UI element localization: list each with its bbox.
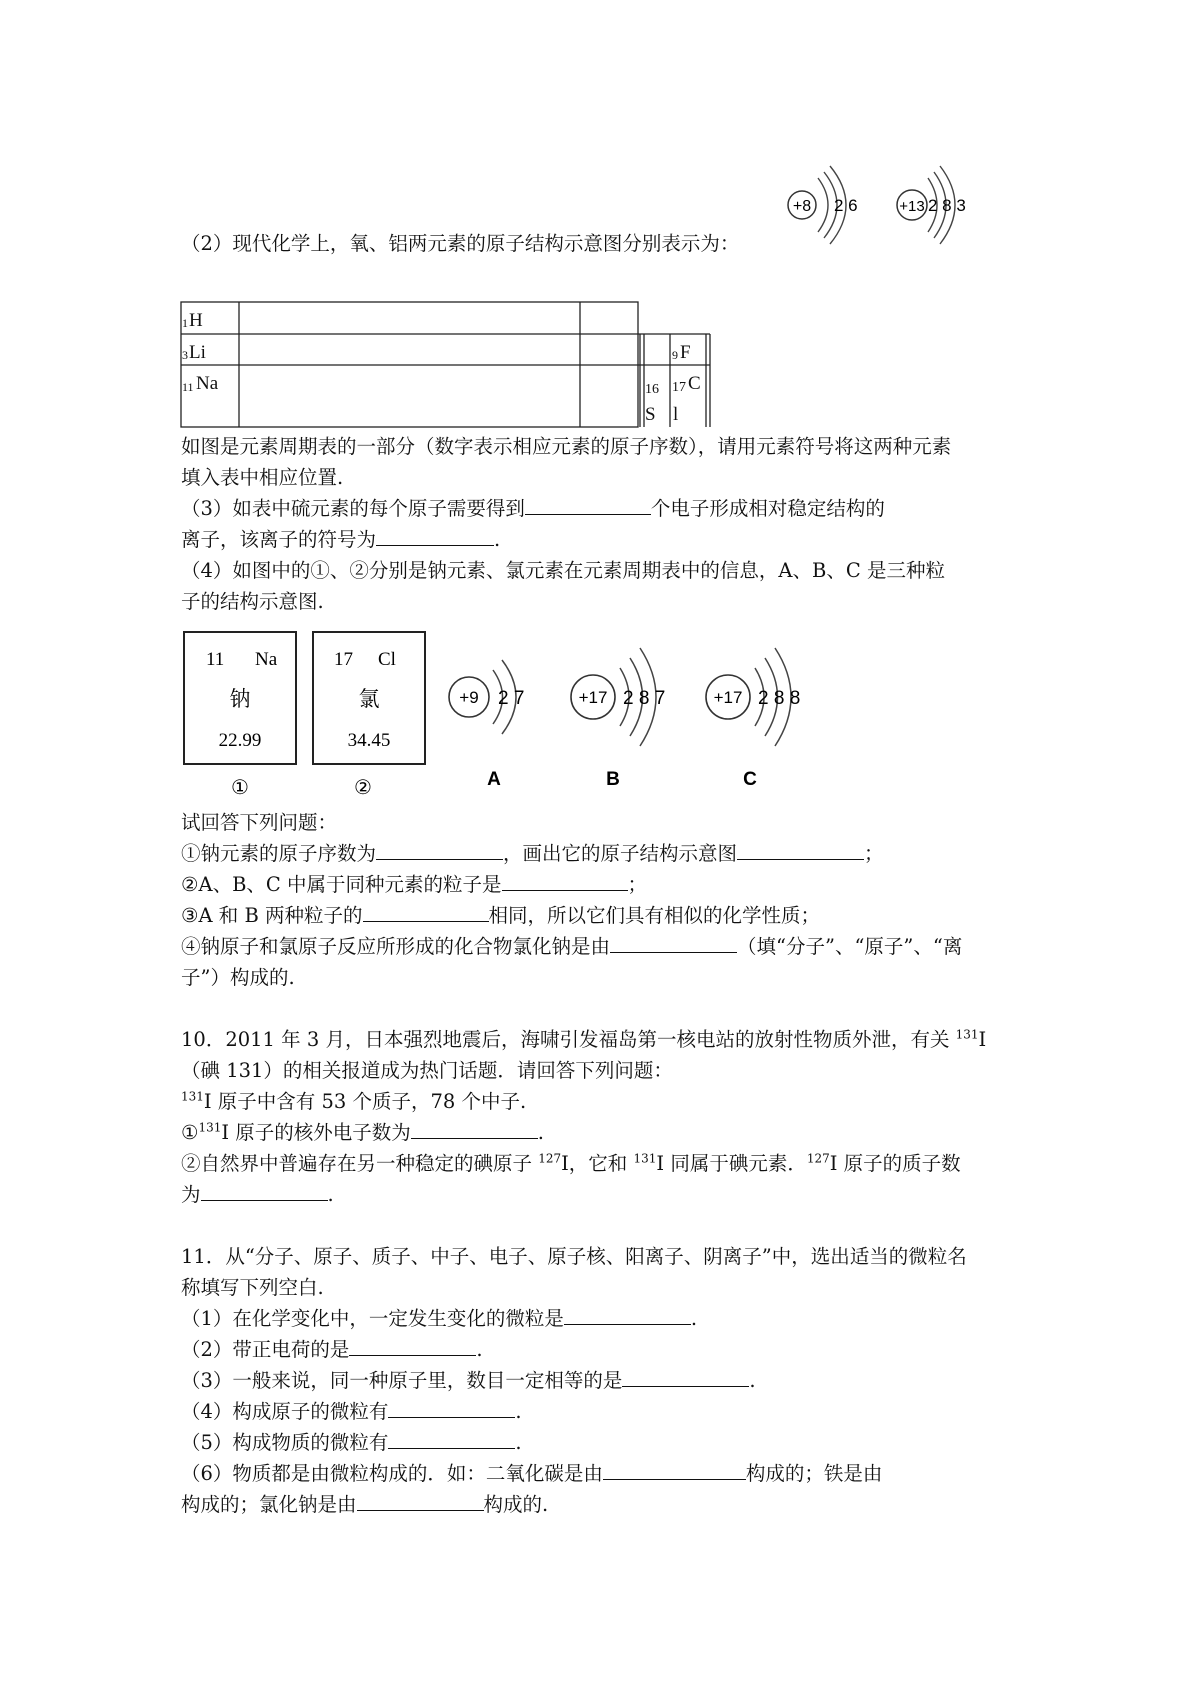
q11-part2: （2）带正电荷的是 . [181, 1338, 483, 1361]
table-desc-2: 填入表中相应位置. [181, 466, 344, 489]
q11-part5: （5）构成物质的微粒有 . [181, 1431, 522, 1454]
svg-text:Cl: Cl [378, 649, 396, 670]
cell-s-number: 16 [645, 382, 659, 397]
svg-text:A: A [487, 769, 501, 790]
particle-a [449, 660, 524, 790]
q9-sub3: ③A 和 B 两种粒子的 相同，所以它们具有相似的化学性质； [181, 904, 821, 927]
svg-text:钠: 钠 [229, 687, 251, 711]
svg-text:氯: 氯 [358, 687, 380, 711]
q11-part6-cont: 构成的；氯化钠是由 构成的. [181, 1493, 549, 1516]
svg-text:C: C [743, 769, 757, 790]
cell-f-symbol: F [680, 342, 691, 363]
q11-part1: （1）在化学变化中，一定发生变化的微粒是 . [181, 1307, 698, 1330]
q11-line1: 11．从“分子、原子、质子、中子、电子、原子核、阳离子、阴离子”中，选出适当的微粒名 [181, 1245, 967, 1268]
svg-text:+9: +9 [459, 688, 479, 707]
oxygen-shells: 2 6 [834, 196, 858, 215]
particle-b [571, 648, 665, 790]
cell-cl-symbol-a: C [688, 373, 701, 394]
card-chlorine [313, 632, 425, 799]
cell-na-number: 11 [182, 380, 194, 394]
svg-text:B: B [606, 769, 620, 790]
svg-text:2 8 7: 2 8 7 [623, 688, 666, 709]
aluminum-nucleus: +13 [899, 198, 925, 215]
q10-line1: 10．2011 年 3 月，日本强烈地震后，海啸引发福岛第一核电站的放射性物质外泄，有关 $^{131}$I [181, 1027, 987, 1051]
ask-text: 试回答下列问题： [181, 811, 338, 834]
q10-line4: ①$^{131}$I 原子的核外电子数为 . [181, 1120, 544, 1144]
answer-blank[interactable] [564, 1306, 691, 1325]
svg-text:2 8 8: 2 8 8 [758, 688, 801, 709]
svg-text:34.45: 34.45 [347, 730, 391, 751]
q11-part4: （4）构成原子的微粒有 . [181, 1400, 522, 1423]
cell-h-symbol: H [189, 310, 203, 331]
q9-part3-line1: （3）如表中硫元素的每个原子需要得到 个电子形成相对稳定结构的 [181, 497, 885, 520]
answer-blank[interactable] [388, 1399, 515, 1418]
answer-blank[interactable] [376, 841, 503, 860]
q10-line3: $^{131}$I 原子中含有 53 个质子，78 个中子. [181, 1089, 527, 1113]
aluminum-shells: 2 8 3 [928, 196, 966, 215]
answer-blank[interactable] [622, 1368, 749, 1387]
answer-blank[interactable] [411, 1120, 538, 1139]
answer-blank[interactable] [737, 841, 864, 860]
card-sodium [184, 632, 296, 799]
q10-line2: （碘 131）的相关报道成为热门话题．请回答下列问题： [181, 1059, 673, 1082]
svg-text:+17: +17 [578, 688, 608, 707]
svg-text:①: ① [231, 775, 249, 799]
q9-part4-line1: （4）如图中的①、②分别是钠元素、氯元素在元素周期表中的信息，A、B、C 是三种粒 [181, 559, 945, 582]
answer-blank[interactable] [603, 1461, 746, 1480]
svg-text:2 7: 2 7 [498, 688, 525, 709]
cell-cl-number: 17 [672, 380, 686, 395]
q9-sub4: ④钠原子和氯原子反应所形成的化合物氯化钠是由 （填“分子”、“原子”、“离 [181, 935, 963, 958]
table-desc-1: 如图是元素周期表的一部分（数字表示相应元素的原子序数），请用元素符号将这两种元素 [181, 435, 952, 458]
svg-text:+17: +17 [713, 688, 743, 707]
answer-blank[interactable] [357, 1492, 484, 1511]
q9-part2-text: （2）现代化学上，氧、铝两元素的原子结构示意图分别表示为： [181, 232, 740, 255]
particle-c [706, 648, 800, 790]
svg-text:17: 17 [334, 649, 353, 670]
q9-part4-line2: 子的结构示意图. [181, 590, 324, 613]
element-cards-and-particles [0, 0, 1191, 800]
answer-blank[interactable] [201, 1182, 328, 1201]
q10-line6: 为 . [181, 1183, 334, 1206]
svg-text:②: ② [354, 775, 372, 799]
cell-s-symbol: S [645, 404, 656, 425]
q9-sub1: ①钠元素的原子序数为 ，画出它的原子结构示意图 ； [181, 842, 884, 865]
cell-na-symbol: Na [196, 373, 219, 394]
answer-blank[interactable] [502, 872, 628, 891]
answer-blank[interactable] [363, 903, 489, 922]
answer-blank[interactable] [388, 1430, 515, 1449]
q9-part3-line2: 离子，该离子的符号为 . [181, 528, 501, 551]
q9-sub2: ②A、B、C 中属于同种元素的粒子是 ； [181, 873, 648, 896]
answer-blank[interactable] [610, 934, 737, 953]
cell-li-symbol: Li [189, 342, 206, 363]
cell-f-number: 9 [672, 348, 678, 362]
cell-li-number: 3 [182, 348, 188, 362]
q10-line5: ②自然界中普遍存在另一种稳定的碘原子 $^{127}$I，它和 $^{131}$I 同属于碘元素．$^{127}$I 原子的质子数 [181, 1151, 961, 1175]
q11-part3: （3）一般来说，同一种原子里，数目一定相等的是 . [181, 1369, 756, 1392]
svg-text:11: 11 [206, 649, 225, 670]
svg-text:Na: Na [255, 649, 278, 670]
oxygen-nucleus: +8 [792, 198, 812, 215]
svg-text:22.99: 22.99 [218, 730, 262, 751]
answer-blank[interactable] [349, 1337, 476, 1356]
q11-line2: 称填写下列空白. [181, 1276, 324, 1299]
q9-sub4-cont: 子”）构成的. [181, 966, 295, 989]
cell-h-number: 1 [182, 316, 188, 330]
q11-part6: （6）物质都是由微粒构成的．如：二氧化碳是由 构成的；铁是由 [181, 1462, 883, 1485]
cell-cl-symbol-b: l [673, 404, 679, 425]
